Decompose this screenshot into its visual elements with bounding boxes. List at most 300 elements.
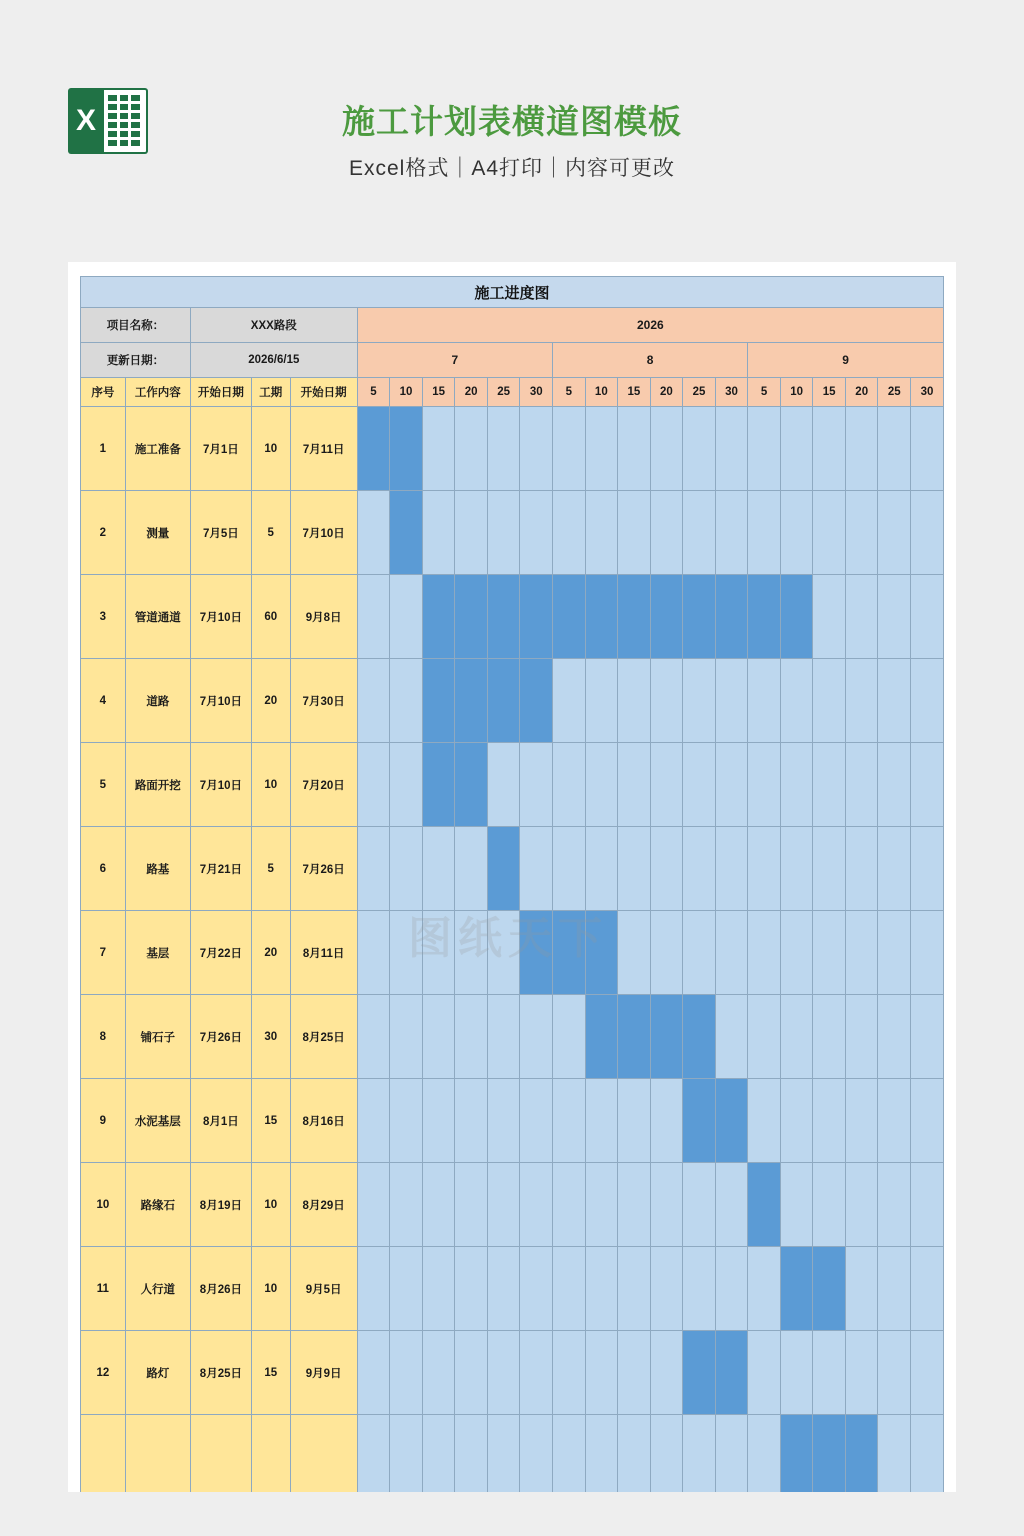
task-name: 路缘石	[125, 1163, 190, 1247]
gantt-grid-cell	[390, 911, 423, 995]
gantt-grid-cell	[845, 1079, 878, 1163]
gantt-bar-cell	[650, 575, 683, 659]
gantt-grid-cell	[813, 1331, 846, 1415]
gantt-bar-cell	[422, 575, 455, 659]
gantt-grid-cell	[748, 491, 781, 575]
gantt-grid-cell	[618, 407, 651, 491]
gantt-grid-cell	[911, 911, 944, 995]
gantt-grid-cell	[845, 491, 878, 575]
gantt-grid-cell	[487, 1415, 520, 1493]
table-row[interactable]	[81, 995, 944, 1079]
day-tick-0-0: 5	[357, 378, 390, 407]
gantt-grid-cell	[813, 995, 846, 1079]
gantt-bar-cell	[780, 1415, 813, 1493]
gantt-bar-cell	[520, 659, 553, 743]
task-no: 10	[81, 1163, 126, 1247]
gantt-grid-cell	[813, 743, 846, 827]
task-end: 7月30日	[290, 659, 357, 743]
table-row[interactable]	[81, 1163, 944, 1247]
gantt-grid-cell	[650, 1415, 683, 1493]
task-duration: 15	[251, 1079, 290, 1163]
day-tick-2-1: 10	[780, 378, 813, 407]
table-row[interactable]	[81, 407, 944, 491]
gantt-bar-cell	[390, 491, 423, 575]
gantt-grid-cell	[618, 1331, 651, 1415]
task-name	[125, 1415, 190, 1493]
gantt-bar-cell	[553, 911, 586, 995]
table-row[interactable]	[81, 491, 944, 575]
year-header: 2026	[357, 308, 943, 343]
gantt-grid-cell	[422, 911, 455, 995]
gantt-grid-cell	[553, 743, 586, 827]
gantt-grid-cell	[911, 1247, 944, 1331]
task-no: 7	[81, 911, 126, 995]
gantt-grid-cell	[780, 1079, 813, 1163]
gantt-grid-cell	[911, 827, 944, 911]
gantt-grid-cell	[357, 1415, 390, 1493]
gantt-grid-cell	[650, 911, 683, 995]
task-duration: 15	[251, 1331, 290, 1415]
gantt-grid-cell	[553, 1331, 586, 1415]
gantt-bar-cell	[585, 911, 618, 995]
gantt-grid-cell	[487, 1247, 520, 1331]
gantt-grid-cell	[845, 1163, 878, 1247]
gantt-grid-cell	[520, 491, 553, 575]
gantt-bar-cell	[390, 407, 423, 491]
task-name: 水泥基层	[125, 1079, 190, 1163]
task-end: 8月16日	[290, 1079, 357, 1163]
gantt-table-body	[81, 277, 944, 1493]
gantt-bar-cell	[715, 1079, 748, 1163]
gantt-grid-cell	[813, 575, 846, 659]
month-header-9: 9	[748, 343, 944, 378]
gantt-grid-cell	[390, 1079, 423, 1163]
task-name: 管道通道	[125, 575, 190, 659]
gantt-bar-cell	[715, 575, 748, 659]
gantt-grid-cell	[455, 1331, 488, 1415]
gantt-grid-cell	[422, 491, 455, 575]
day-tick-0-3: 20	[455, 378, 488, 407]
gantt-grid-cell	[553, 1163, 586, 1247]
gantt-grid-cell	[520, 1079, 553, 1163]
gantt-grid-cell	[487, 407, 520, 491]
gantt-grid-cell	[650, 827, 683, 911]
task-name: 人行道	[125, 1247, 190, 1331]
gantt-bar-cell	[585, 995, 618, 1079]
gantt-grid-cell	[422, 1415, 455, 1493]
gantt-grid-cell	[357, 575, 390, 659]
task-name: 基层	[125, 911, 190, 995]
gantt-grid-cell	[422, 407, 455, 491]
task-no: 5	[81, 743, 126, 827]
gantt-grid-cell	[422, 1163, 455, 1247]
gantt-grid-cell	[845, 659, 878, 743]
gantt-grid-cell	[683, 659, 716, 743]
day-tick-0-4: 25	[487, 378, 520, 407]
gantt-grid-cell	[487, 1163, 520, 1247]
gantt-bar-cell	[780, 575, 813, 659]
gantt-grid-cell	[878, 575, 911, 659]
gantt-grid-cell	[455, 827, 488, 911]
gantt-grid-cell	[618, 827, 651, 911]
gantt-grid-cell	[553, 1079, 586, 1163]
gantt-grid-cell	[650, 1079, 683, 1163]
gantt-grid-cell	[553, 407, 586, 491]
gantt-grid-cell	[748, 827, 781, 911]
page-title: 施工计划表横道图模板	[342, 103, 682, 140]
gantt-grid-cell	[813, 659, 846, 743]
project-name-label: 项目名称：	[81, 308, 191, 343]
spreadsheet-sheet[interactable]	[68, 262, 956, 1492]
task-end: 7月20日	[290, 743, 357, 827]
task-name: 路面开挖	[125, 743, 190, 827]
excel-logo-letter: X	[68, 88, 104, 154]
gantt-grid-cell	[878, 1163, 911, 1247]
gantt-bar-cell	[618, 575, 651, 659]
gantt-grid-cell	[683, 743, 716, 827]
gantt-grid-cell	[357, 491, 390, 575]
table-row[interactable]	[81, 1331, 944, 1415]
table-row[interactable]	[81, 743, 944, 827]
gantt-grid-cell	[878, 1079, 911, 1163]
gantt-grid-cell	[780, 743, 813, 827]
gantt-grid-cell	[780, 1163, 813, 1247]
gantt-grid-cell	[455, 1415, 488, 1493]
task-duration: 5	[251, 827, 290, 911]
day-tick-2-2: 15	[813, 378, 846, 407]
watermark: 图纸天下	[408, 913, 608, 964]
gantt-grid-cell	[455, 911, 488, 995]
gantt-bar-cell	[683, 1079, 716, 1163]
gantt-grid-cell	[487, 1079, 520, 1163]
gantt-bar-cell	[455, 659, 488, 743]
gantt-grid-cell	[683, 911, 716, 995]
task-end: 8月11日	[290, 911, 357, 995]
day-tick-1-0: 5	[553, 378, 586, 407]
task-name: 铺石子	[125, 995, 190, 1079]
gantt-grid-cell	[585, 1163, 618, 1247]
task-no: 12	[81, 1331, 126, 1415]
gantt-grid-cell	[813, 827, 846, 911]
table-row[interactable]	[81, 575, 944, 659]
task-start: 8月25日	[190, 1331, 251, 1415]
task-no: 8	[81, 995, 126, 1079]
gantt-grid-cell	[715, 995, 748, 1079]
gantt-grid-cell	[487, 911, 520, 995]
task-end: 8月29日	[290, 1163, 357, 1247]
gantt-grid-cell	[390, 575, 423, 659]
gantt-grid-cell	[585, 659, 618, 743]
gantt-grid-cell	[780, 995, 813, 1079]
gantt-bar-cell	[520, 575, 553, 659]
gantt-bar-cell	[813, 1415, 846, 1493]
gantt-bar-cell	[487, 659, 520, 743]
gantt-grid-cell	[715, 1163, 748, 1247]
gantt-grid-cell	[683, 1415, 716, 1493]
task-start: 7月10日	[190, 575, 251, 659]
gantt-grid-cell	[455, 1247, 488, 1331]
gantt-grid-cell	[813, 407, 846, 491]
gantt-grid-cell	[845, 1247, 878, 1331]
gantt-grid-cell	[813, 911, 846, 995]
task-no: 2	[81, 491, 126, 575]
gantt-grid-cell	[715, 743, 748, 827]
gantt-grid-cell	[390, 995, 423, 1079]
gantt-grid-cell	[845, 575, 878, 659]
gantt-grid-cell	[845, 827, 878, 911]
gantt-grid-cell	[455, 1079, 488, 1163]
gantt-grid-cell	[422, 827, 455, 911]
gantt-grid-cell	[911, 575, 944, 659]
task-name: 测量	[125, 491, 190, 575]
gantt-grid-cell	[553, 1415, 586, 1493]
gantt-grid-cell	[390, 1331, 423, 1415]
task-duration: 30	[251, 995, 290, 1079]
table-row[interactable]	[81, 911, 944, 995]
table-row[interactable]	[81, 827, 944, 911]
gantt-grid-cell	[748, 995, 781, 1079]
gantt-bar-cell	[487, 575, 520, 659]
gantt-grid-cell	[357, 1247, 390, 1331]
gantt-grid-cell	[487, 995, 520, 1079]
gantt-grid-cell	[683, 827, 716, 911]
day-tick-1-3: 20	[650, 378, 683, 407]
page-subtitle: Excel格式｜A4打印｜内容可更改	[348, 157, 676, 180]
gantt-bar-cell	[422, 743, 455, 827]
day-tick-1-1: 10	[585, 378, 618, 407]
gantt-grid-cell	[618, 1247, 651, 1331]
task-duration	[251, 1415, 290, 1493]
gantt-bar-cell	[422, 659, 455, 743]
gantt-grid-cell	[650, 743, 683, 827]
gantt-grid-cell	[520, 995, 553, 1079]
day-tick-0-5: 30	[520, 378, 553, 407]
gantt-bar-cell	[683, 575, 716, 659]
month-header-7: 7	[357, 343, 552, 378]
task-end: 8月25日	[290, 995, 357, 1079]
gantt-grid-cell	[390, 1247, 423, 1331]
task-name: 路基	[125, 827, 190, 911]
column-header-0: 序号	[81, 378, 126, 407]
gantt-grid-cell	[618, 491, 651, 575]
gantt-bar-cell	[487, 827, 520, 911]
gantt-grid-cell	[455, 491, 488, 575]
column-header-3: 工期	[251, 378, 290, 407]
gantt-bar-cell	[683, 995, 716, 1079]
gantt-grid-cell	[748, 407, 781, 491]
task-duration: 20	[251, 911, 290, 995]
task-end: 7月11日	[290, 407, 357, 491]
table-row[interactable]	[81, 1079, 944, 1163]
table-row[interactable]	[81, 1247, 944, 1331]
gantt-grid-cell	[845, 407, 878, 491]
gantt-grid-cell	[813, 491, 846, 575]
gantt-grid-cell	[455, 407, 488, 491]
task-no: 3	[81, 575, 126, 659]
gantt-grid-cell	[357, 659, 390, 743]
update-date-label: 更新日期：	[81, 343, 191, 378]
page-header	[0, 0, 1024, 230]
task-name: 施工准备	[125, 407, 190, 491]
gantt-grid-cell	[683, 407, 716, 491]
gantt-grid-cell	[357, 827, 390, 911]
gantt-grid-cell	[911, 407, 944, 491]
task-duration: 60	[251, 575, 290, 659]
table-row[interactable]	[81, 1415, 944, 1493]
gantt-grid-cell	[585, 827, 618, 911]
gantt-grid-cell	[878, 1415, 911, 1493]
gantt-grid-cell	[585, 1247, 618, 1331]
table-title: 施工进度图	[81, 277, 944, 308]
task-start: 7月10日	[190, 659, 251, 743]
column-header-2: 开始日期	[190, 378, 251, 407]
gantt-grid-cell	[878, 1331, 911, 1415]
gantt-grid-cell	[683, 1163, 716, 1247]
task-end: 7月26日	[290, 827, 357, 911]
day-tick-1-4: 25	[683, 378, 716, 407]
gantt-grid-cell	[618, 911, 651, 995]
gantt-grid-cell	[911, 743, 944, 827]
gantt-grid-cell	[585, 491, 618, 575]
gantt-bar-cell	[357, 407, 390, 491]
gantt-grid-cell	[878, 659, 911, 743]
gantt-grid-cell	[390, 1163, 423, 1247]
gantt-grid-cell	[650, 491, 683, 575]
task-no	[81, 1415, 126, 1493]
task-no: 4	[81, 659, 126, 743]
gantt-grid-cell	[845, 743, 878, 827]
day-tick-0-2: 15	[422, 378, 455, 407]
project-name-row	[81, 308, 944, 343]
gantt-grid-cell	[878, 1247, 911, 1331]
gantt-grid-cell	[520, 1163, 553, 1247]
task-start	[190, 1415, 251, 1493]
gantt-bar-cell	[780, 1247, 813, 1331]
gantt-grid-cell	[911, 659, 944, 743]
gantt-bar-cell	[553, 575, 586, 659]
day-tick-2-0: 5	[748, 378, 781, 407]
task-end: 9月5日	[290, 1247, 357, 1331]
update-date-value[interactable]: 2026/6/15	[190, 343, 357, 378]
gantt-grid-cell	[780, 491, 813, 575]
day-tick-2-5: 30	[911, 378, 944, 407]
gantt-grid-cell	[878, 743, 911, 827]
gantt-grid-cell	[390, 659, 423, 743]
gantt-grid-cell	[748, 1331, 781, 1415]
gantt-grid-cell	[553, 659, 586, 743]
gantt-grid-cell	[520, 1331, 553, 1415]
gantt-grid-cell	[650, 1163, 683, 1247]
gantt-grid-cell	[683, 1247, 716, 1331]
gantt-grid-cell	[683, 491, 716, 575]
column-header-1: 工作内容	[125, 378, 190, 407]
project-name-value[interactable]: XXX路段	[190, 308, 357, 343]
task-name: 道路	[125, 659, 190, 743]
gantt-grid-cell	[650, 1331, 683, 1415]
gantt-grid-cell	[357, 1079, 390, 1163]
gantt-grid-cell	[422, 1247, 455, 1331]
table-row[interactable]	[81, 659, 944, 743]
gantt-grid-cell	[715, 911, 748, 995]
gantt-grid-cell	[618, 1163, 651, 1247]
gantt-bar-cell	[748, 1163, 781, 1247]
gantt-grid-cell	[357, 743, 390, 827]
gantt-grid-cell	[390, 743, 423, 827]
gantt-grid-cell	[715, 659, 748, 743]
gantt-grid-cell	[650, 659, 683, 743]
task-duration: 10	[251, 1163, 290, 1247]
gantt-grid-cell	[748, 1079, 781, 1163]
gantt-grid-cell	[911, 1415, 944, 1493]
gantt-grid-cell	[520, 407, 553, 491]
task-duration: 20	[251, 659, 290, 743]
gantt-grid-cell	[845, 911, 878, 995]
task-start: 7月5日	[190, 491, 251, 575]
gantt-grid-cell	[650, 1247, 683, 1331]
gantt-bar-cell	[585, 575, 618, 659]
gantt-grid-cell	[585, 1415, 618, 1493]
gantt-grid-cell	[748, 743, 781, 827]
gantt-grid-cell	[878, 491, 911, 575]
gantt-grid-cell	[911, 1163, 944, 1247]
gantt-grid-cell	[520, 827, 553, 911]
gantt-grid-cell	[911, 491, 944, 575]
gantt-bar-cell	[455, 743, 488, 827]
gantt-grid-cell	[357, 995, 390, 1079]
gantt-grid-cell	[715, 491, 748, 575]
gantt-grid-cell	[878, 995, 911, 1079]
task-start: 7月10日	[190, 743, 251, 827]
day-tick-1-5: 30	[715, 378, 748, 407]
gantt-grid-cell	[813, 1079, 846, 1163]
gantt-grid-cell	[813, 1163, 846, 1247]
month-header-8: 8	[553, 343, 748, 378]
gantt-grid-cell	[487, 743, 520, 827]
gantt-table	[80, 276, 944, 1492]
gantt-grid-cell	[911, 1331, 944, 1415]
gantt-grid-cell	[422, 995, 455, 1079]
gantt-grid-cell	[911, 1079, 944, 1163]
task-no: 9	[81, 1079, 126, 1163]
gantt-grid-cell	[715, 407, 748, 491]
gantt-grid-cell	[357, 911, 390, 995]
day-tick-2-3: 20	[845, 378, 878, 407]
task-start: 7月1日	[190, 407, 251, 491]
gantt-grid-cell	[748, 1247, 781, 1331]
gantt-grid-cell	[585, 743, 618, 827]
gantt-bar-cell	[455, 575, 488, 659]
task-start: 8月1日	[190, 1079, 251, 1163]
task-duration: 5	[251, 491, 290, 575]
gantt-grid-cell	[715, 1415, 748, 1493]
gantt-grid-cell	[618, 1415, 651, 1493]
gantt-grid-cell	[553, 995, 586, 1079]
gantt-bar-cell	[748, 575, 781, 659]
day-tick-1-2: 15	[618, 378, 651, 407]
gantt-bar-cell	[520, 911, 553, 995]
gantt-grid-cell	[715, 1247, 748, 1331]
gantt-grid-cell	[553, 1247, 586, 1331]
gantt-grid-cell	[748, 1415, 781, 1493]
gantt-grid-cell	[585, 407, 618, 491]
task-end: 7月10日	[290, 491, 357, 575]
task-duration: 10	[251, 1247, 290, 1331]
gantt-grid-cell	[520, 1247, 553, 1331]
table-title-row	[81, 277, 944, 308]
task-duration: 10	[251, 407, 290, 491]
gantt-bar-cell	[845, 1415, 878, 1493]
task-duration: 10	[251, 743, 290, 827]
